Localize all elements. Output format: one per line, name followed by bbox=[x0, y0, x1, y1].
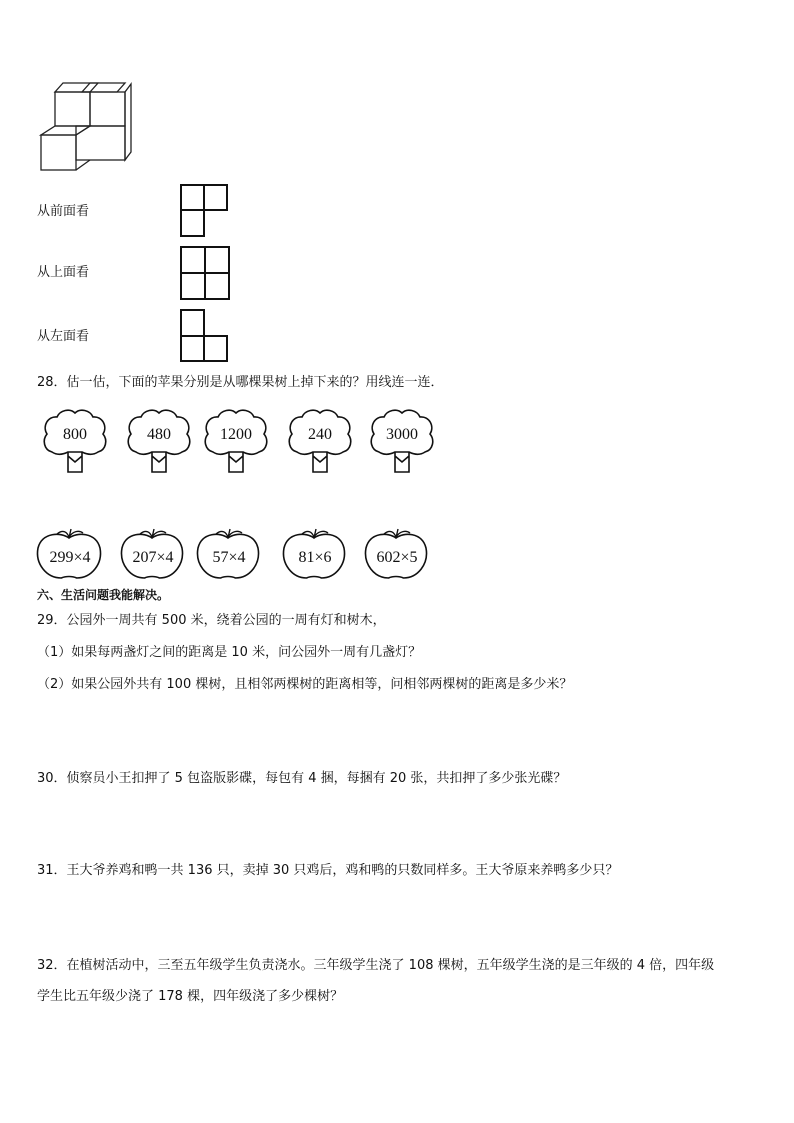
cube-stack-figure bbox=[38, 80, 133, 175]
tree-label: 800 bbox=[63, 426, 87, 443]
tree-2[interactable] bbox=[126, 408, 192, 476]
tree-trunk bbox=[68, 452, 82, 472]
tree-5[interactable] bbox=[369, 408, 435, 476]
top-view-shape bbox=[180, 246, 232, 302]
tree-label: 240 bbox=[308, 426, 332, 443]
tree-label: 3000 bbox=[386, 426, 418, 443]
tree-trunk bbox=[229, 452, 243, 472]
tree-3[interactable] bbox=[203, 408, 269, 476]
question-28: 28．估一估，下面的苹果分别是从哪棵果树上掉下来的？用线连一连． bbox=[37, 375, 444, 390]
tree-label: 1200 bbox=[220, 426, 252, 443]
tree-1[interactable] bbox=[42, 408, 108, 476]
apple-2[interactable] bbox=[121, 526, 187, 582]
question-29: 29．公园外一周共有 500 米，绕着公园的一周有灯和树木， bbox=[37, 613, 386, 628]
question-30: 30．侦察员小王扣押了 5 包盗版影碟，每包有 4 捆，每捆有 20 张，共扣押了多少张光碟？ bbox=[37, 771, 567, 786]
apple-4[interactable] bbox=[283, 526, 349, 582]
question-31: 31．王大爷养鸡和鸭一共 136 只，卖掉 30 只鸡后，鸡和鸭的只数同样多。王大爷原来养鸭多少只？ bbox=[37, 863, 619, 878]
apple-1[interactable] bbox=[37, 526, 105, 582]
apple-label: 57×4 bbox=[212, 549, 246, 566]
apple-label: 602×5 bbox=[376, 549, 418, 566]
front-view-label: 从前面看 bbox=[37, 204, 90, 219]
front-view-shape bbox=[180, 184, 230, 238]
top-view-label: 从上面看 bbox=[37, 265, 90, 280]
tree-trunk bbox=[395, 452, 409, 472]
apple-3[interactable] bbox=[197, 526, 263, 582]
tree-label: 480 bbox=[147, 426, 171, 443]
tree-trunk bbox=[313, 452, 327, 472]
tree-4[interactable] bbox=[287, 408, 353, 476]
tree-trunk bbox=[152, 452, 166, 472]
question-29-part-2: （2）如果公园外共有 100 棵树，且相邻两棵树的距离相等，问相邻两棵树的距离是多少米？ bbox=[37, 677, 573, 692]
apple-label: 299×4 bbox=[49, 549, 91, 566]
question-29-part-1: （1）如果每两盏灯之间的距离是 10 米，问公园外一周有几盏灯？ bbox=[37, 645, 422, 660]
left-view-shape bbox=[180, 309, 230, 363]
apple-label: 207×4 bbox=[132, 549, 174, 566]
section-6-title: 六、生活问题我能解决。 bbox=[37, 588, 170, 602]
question-32-line-1: 32．在植树活动中，三至五年级学生负责浇水。三年级学生浇了 108 棵树，五年级学生浇的是三年级的 4 倍，四年级 bbox=[37, 958, 715, 973]
apple-label: 81×6 bbox=[298, 549, 332, 566]
question-32-line-2: 学生比五年级少浇了 178 棵，四年级浇了多少棵树？ bbox=[37, 989, 344, 1004]
left-view-label: 从左面看 bbox=[37, 329, 90, 344]
apple-5[interactable] bbox=[365, 526, 431, 582]
